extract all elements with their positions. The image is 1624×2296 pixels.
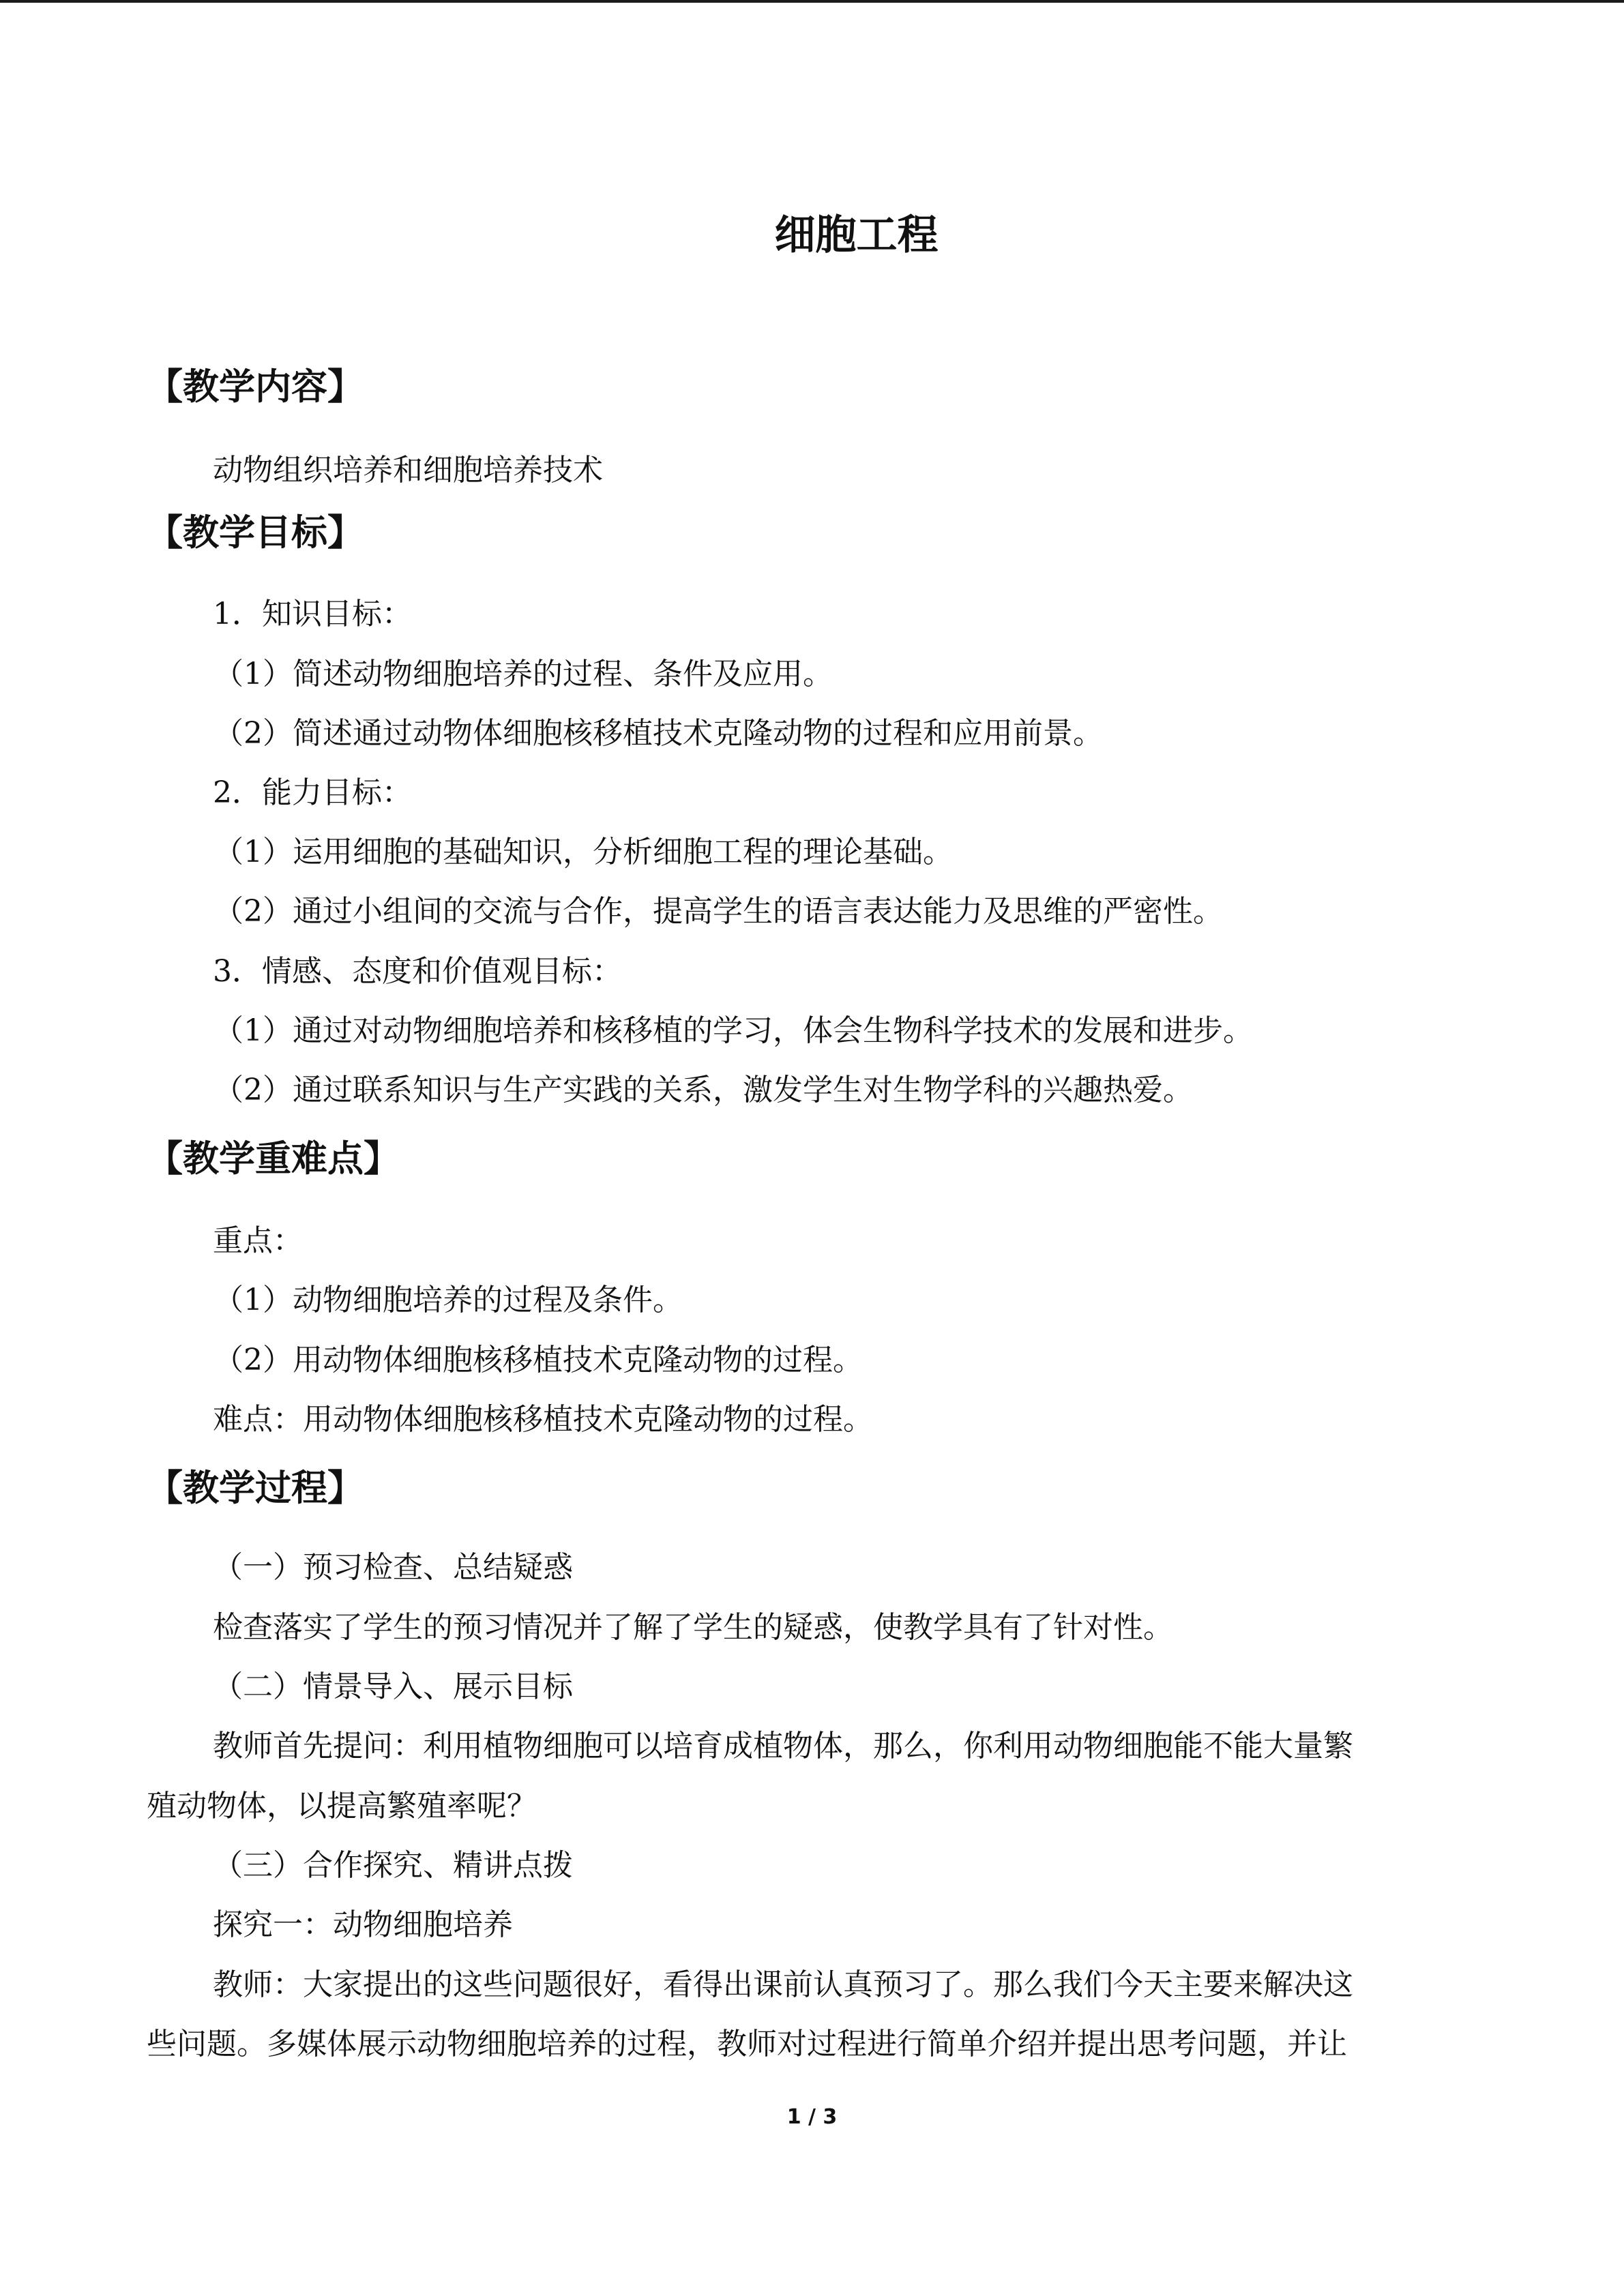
process-line: （二）情景导入、展示目标 xyxy=(213,1669,573,1704)
section-heading-process: 【教学过程】 xyxy=(147,1467,364,1509)
objective-line: （1）简述动物细胞培养的过程、条件及应用。 xyxy=(213,657,833,691)
objective-line: 1．知识目标： xyxy=(213,597,412,631)
process-line: 教师首先提问：利用植物细胞可以培育成植物体，那么，你利用动物细胞能不能大量繁 xyxy=(213,1729,1353,1763)
top-border xyxy=(0,0,1624,3)
content-line: 动物组织培养和细胞培养技术 xyxy=(213,453,603,488)
objective-line: （1）通过对动物细胞培养和核移植的学习，体会生物科学技术的发展和进步。 xyxy=(213,1013,1253,1048)
key-point-line: 难点：用动物体细胞核移植技术克隆动物的过程。 xyxy=(213,1402,873,1437)
objective-line: 2．能力目标： xyxy=(213,775,412,810)
section-heading-content: 【教学内容】 xyxy=(147,366,364,408)
section-heading-objectives: 【教学目标】 xyxy=(147,512,364,554)
process-line: 教师：大家提出的这些问题很好，看得出课前认真预习了。那么我们今天主要来解决这 xyxy=(213,1967,1353,2002)
section-heading-key-points: 【教学重难点】 xyxy=(147,1138,400,1180)
process-line: 些问题。多媒体展示动物细胞培养的过程，教师对过程进行简单介绍并提出思考问题，并让 xyxy=(147,2027,1347,2061)
objective-line: （2）通过小组间的交流与合作，提高学生的语言表达能力及思维的严密性。 xyxy=(213,894,1223,929)
key-point-line: 重点： xyxy=(213,1223,303,1258)
page-number: 1 / 3 xyxy=(786,2105,838,2129)
process-line: （三）合作探究、精讲点拨 xyxy=(213,1848,573,1883)
process-line: 检查落实了学生的预习情况并了解了学生的疑惑，使教学具有了针对性。 xyxy=(213,1610,1173,1645)
objective-line: （1）运用细胞的基础知识，分析细胞工程的理论基础。 xyxy=(213,835,953,869)
process-line: 殖动物体，以提高繁殖率呢？ xyxy=(147,1789,537,1823)
objective-line: （2）通过联系知识与生产实践的关系，激发学生对生物学科的兴趣热爱。 xyxy=(213,1073,1193,1107)
objective-line: 3．情感、态度和价值观目标： xyxy=(213,954,622,989)
document-title: 细胞工程 xyxy=(774,211,939,259)
key-point-line: （1）动物细胞培养的过程及条件。 xyxy=(213,1283,683,1317)
objective-line: （2）简述通过动物体细胞核移植技术克隆动物的过程和应用前景。 xyxy=(213,716,1103,751)
process-line: 探究一：动物细胞培养 xyxy=(213,1907,513,1942)
process-line: （一）预习检查、总结疑惑 xyxy=(213,1550,573,1585)
key-point-line: （2）用动物体细胞核移植技术克隆动物的过程。 xyxy=(213,1343,863,1377)
